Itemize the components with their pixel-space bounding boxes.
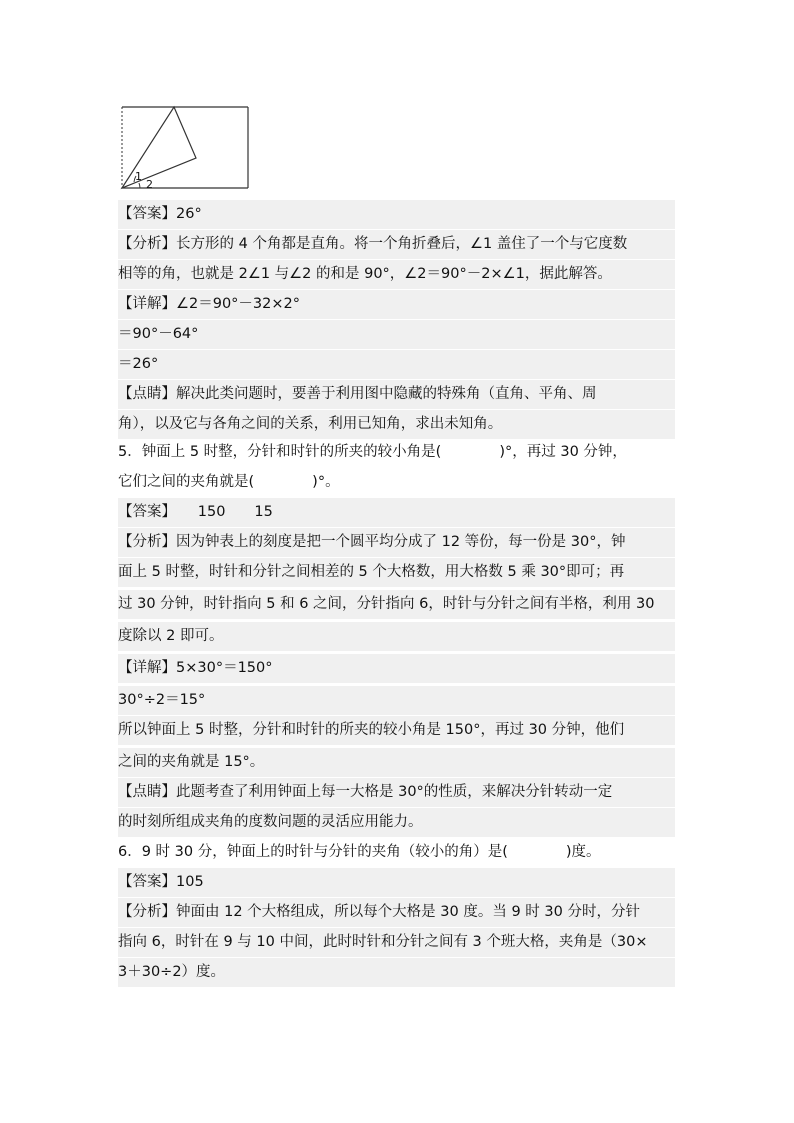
solution-line: 之间的夹角就是 15°。 [118, 748, 675, 777]
question-line: 6．9 时 30 分，钟面上的时针与分针的夹角（较小的角）是( )度。 [118, 844, 601, 860]
folded-rectangle-figure [118, 104, 252, 194]
solution-line: 【详解】∠2＝90°－32×2° [118, 290, 675, 319]
solution-line: 【分析】钟面由 12 个大格组成，所以每个大格是 30 度。当 9 时 30 分时，分针 [118, 898, 675, 927]
solution-line: 过 30 分钟，时针指向 5 和 6 之间，分针指向 6，时针与分针之间有半格，利用 30 [118, 590, 675, 619]
angle-2-label: 2 [146, 178, 153, 191]
solution-line: 相等的角，也就是 2∠1 与∠2 的和是 90°，∠2＝90°－2×∠1，据此解答。 [118, 260, 675, 289]
solution-line: 【答案】105 [118, 868, 675, 897]
solution-line: 角），以及它与各角之间的关系，利用已知角，求出未知角。 [118, 410, 675, 439]
solution-line: 指向 6，时针在 9 与 10 中间，此时时针和分针之间有 3 个班大格，夹角是（30× [118, 928, 675, 957]
solution-line: 的时刻所组成夹角的度数问题的灵活应用能力。 [118, 808, 675, 837]
solution-line: 【详解】5×30°＝150° [118, 654, 675, 683]
solution-line: 【点睛】此题考查了利用钟面上每一大格是 30°的性质，来解决分针转动一定 [118, 778, 675, 807]
solution-line: 面上 5 时整，时针和分针之间相差的 5 个大格数，用大格数 5 乘 30°即可；再 [118, 558, 675, 587]
solution-line: ＝90°－64° [118, 320, 675, 349]
angle-2-arc [139, 183, 140, 188]
angle-1-label: 1 [135, 170, 142, 183]
solution-line: 【答案】 150 15 [118, 498, 675, 527]
solution-line: 【分析】长方形的 4 个角都是直角。将一个角折叠后，∠1 盖住了一个与它度数 [118, 230, 675, 259]
solution-line: 【点睛】解决此类问题时，要善于利用图中隐藏的特殊角（直角、平角、周 [118, 380, 675, 409]
folded-triangle [122, 107, 196, 188]
solution-line: 所以钟面上 5 时整，分针和时针的所夹的较小角是 150°，再过 30 分钟，他们 [118, 716, 675, 745]
solution-line: 度除以 2 即可。 [118, 622, 675, 651]
solution-line: 【答案】26° [118, 200, 675, 229]
question-line: 它们之间的夹角就是( )°。 [118, 474, 340, 490]
solution-line: ＝26° [118, 350, 675, 379]
solution-line: 【分析】因为钟表上的刻度是把一个圆平均分成了 12 等份，每一份是 30°，钟 [118, 528, 675, 557]
question-line: 5．钟面上 5 时整，分针和时针的所夹的较小角是( )°，再过 30 分钟， [118, 444, 627, 460]
solution-line: 3＋30÷2）度。 [118, 958, 675, 987]
solution-line: 30°÷2＝15° [118, 686, 675, 715]
